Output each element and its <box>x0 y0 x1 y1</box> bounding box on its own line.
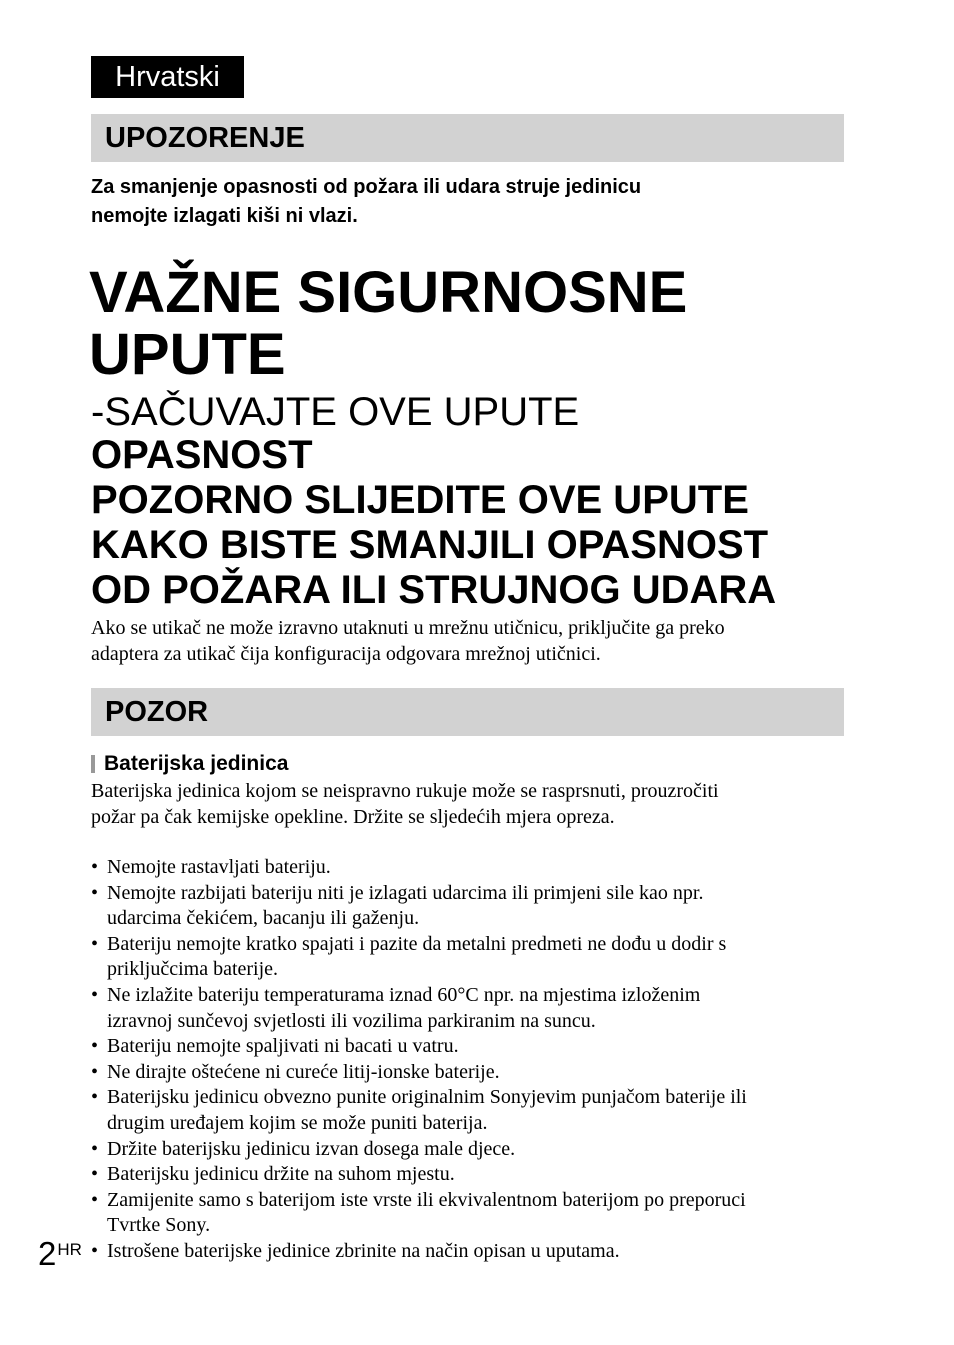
list-item-line: Bateriju nemojte kratko spajati i pazite da metalni predmeti ne dođu u dodir s <box>107 932 727 955</box>
warning-text <box>91 173 851 231</box>
list-item-line: priključcima baterije. <box>107 958 279 981</box>
battery-intro-line: Baterijska jedinica kojom se neispravno rukuje može se rasprsnuti, prouzročiti <box>91 780 719 802</box>
warning-text-line: Za smanjenje opasnosti od požara ili udara struje jedinicu <box>91 176 642 198</box>
warning-section-title: UPOZORENJE <box>105 121 305 154</box>
list-item-line: Držite baterijsku jedinicu izvan dosega male djece. <box>107 1137 516 1160</box>
list-item <box>91 1188 851 1239</box>
warning-section-header <box>91 114 844 162</box>
list-item <box>91 932 851 983</box>
list-item <box>91 1162 851 1188</box>
list-item-line: Nemojte rastavljati bateriju. <box>107 856 331 878</box>
battery-intro-line: požar pa čak kemijske opekline. Držite se sljedećih mjera opreza. <box>91 806 615 828</box>
bullet-icon: • <box>91 983 99 1006</box>
list-item <box>91 1137 851 1163</box>
safety-title-line: VAŽNE SIGURNOSNE <box>89 260 688 325</box>
danger-heading-line: KAKO BISTE SMANJILI OPASNOST <box>91 523 769 567</box>
plug-adapter-text-line: Ako se utikač ne može izravno utaknuti u mrežnu utičnicu, priključite ga preko <box>91 617 725 639</box>
bullet-icon: • <box>91 1188 99 1211</box>
bullet-icon: • <box>91 856 99 878</box>
list-item-line: drugim uređajem kojim se može puniti baterija. <box>107 1111 488 1134</box>
caution-section-title: POZOR <box>105 695 209 728</box>
list-item <box>91 983 851 1034</box>
list-item-line: Ne dirajte oštećene ni cureće litij-ionske baterije. <box>107 1060 500 1083</box>
plug-adapter-text-line: adaptera za utikač čija konfiguracija odgovara mrežnoj utičnici. <box>91 643 601 665</box>
list-item <box>91 855 851 881</box>
list-item-line: Bateriju nemojte spaljivati ni bacati u vatru. <box>107 1035 459 1058</box>
bullet-icon: • <box>91 881 99 904</box>
list-item-line: izravnoj sunčevoj svjetlosti ili vozilima parkiranim na suncu. <box>107 1009 596 1032</box>
page-number <box>38 1236 82 1272</box>
bullet-icon: • <box>91 1163 99 1186</box>
danger-heading-line: OPASNOST <box>91 433 313 477</box>
battery-subheading-text: Baterijska jedinica <box>104 752 289 775</box>
page-number-value: 2 <box>38 1235 57 1272</box>
list-item <box>91 881 851 932</box>
bullet-icon: • <box>91 1060 99 1083</box>
danger-heading-line: OD POŽARA ILI STRUJNOG UDARA <box>91 568 777 612</box>
battery-precautions-list <box>91 855 851 1265</box>
list-item <box>91 1239 851 1265</box>
list-item-line: udarcima čekićem, bacanju ili gaženju. <box>107 907 420 930</box>
list-item <box>91 1085 851 1136</box>
danger-heading-line: POZORNO SLIJEDITE OVE UPUTE <box>91 478 749 522</box>
caution-section-header <box>91 688 844 736</box>
bullet-icon: • <box>91 1035 99 1058</box>
warning-text-line: nemojte izlagati kiši ni vlazi. <box>91 205 358 227</box>
danger-heading <box>91 433 891 613</box>
battery-subheading <box>91 750 288 778</box>
list-item-line: Istrošene baterijske jedinice zbrinite na način opisan u uputama. <box>107 1239 620 1262</box>
bullet-icon: • <box>91 1137 99 1160</box>
list-item <box>91 1034 851 1060</box>
bullet-icon: • <box>91 1086 99 1109</box>
safety-subtitle: -SAČUVAJTE OVE UPUTE <box>91 390 580 434</box>
list-item-line: Ne izlažite bateriju temperaturama iznad 60°C npr. na mjestima izloženim <box>107 983 701 1006</box>
subheading-marker <box>91 755 95 773</box>
bullet-icon: • <box>91 1239 99 1262</box>
bullet-icon: • <box>91 932 99 955</box>
list-item-line: Nemojte razbijati bateriju niti je izlagati udarcima ili primjeni sile kao npr. <box>107 881 704 904</box>
list-item-line: Zamijenite samo s baterijom iste vrste ili ekvivalentnom baterijom po preporuci <box>107 1188 746 1211</box>
language-tab: Hrvatski <box>91 56 244 98</box>
list-item <box>91 1060 851 1086</box>
page-number-suffix: HR <box>57 1240 82 1259</box>
safety-title <box>89 262 889 386</box>
list-item-line: Baterijsku jedinicu držite na suhom mjestu. <box>107 1163 455 1186</box>
safety-title-line: UPUTE <box>89 322 286 387</box>
list-item-line: Baterijsku jedinicu obvezno punite originalnim Sonyjevim punjačom baterije ili <box>107 1086 747 1109</box>
list-item-line: Tvrtke Sony. <box>107 1214 211 1237</box>
plug-adapter-text <box>91 615 851 667</box>
battery-intro <box>91 778 851 830</box>
